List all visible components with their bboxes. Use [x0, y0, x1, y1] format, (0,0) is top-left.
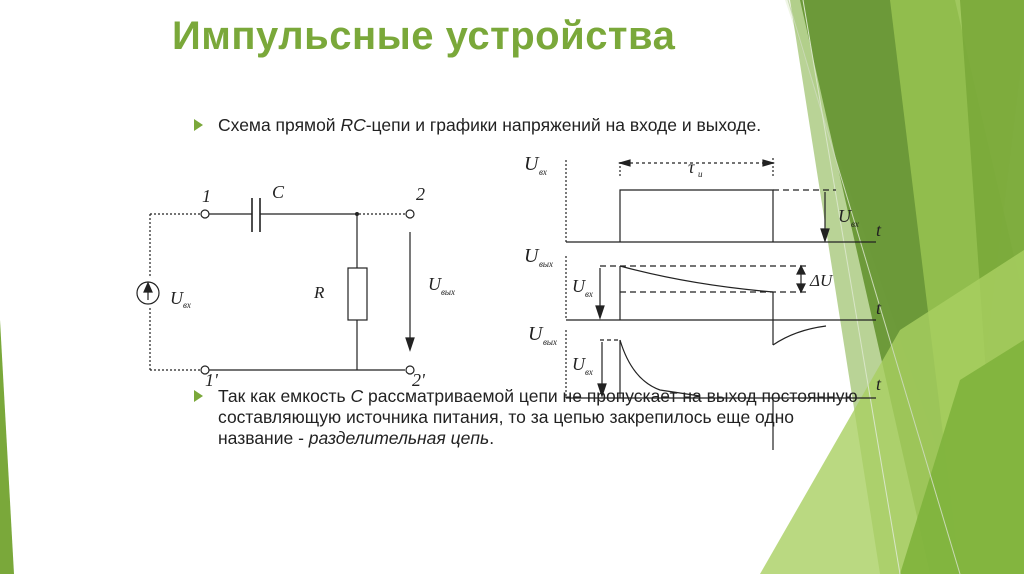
resistor-label: R: [314, 283, 325, 302]
bullet-text-term: разделительная цепь: [308, 428, 490, 448]
graph1-ylabel: U: [524, 153, 539, 175]
graph3-amplitude-label: U: [572, 354, 585, 374]
bullet-text-part: рассматриваемой цепи не пропускает на выход постоянную составляющую источника питания, то за цепью закрепилось еще одно название -: [218, 386, 858, 448]
bullet-text-part: -цепи и графики напряжений на входе и выходе.: [365, 115, 762, 135]
graph3-ylabel: U: [528, 323, 543, 345]
bullet-text-part: Схема прямой: [218, 115, 341, 135]
graph3-amplitude-sub: вх: [585, 367, 593, 377]
time-axis-label-3: t: [876, 374, 882, 394]
output-voltage-sub: вых: [441, 287, 455, 297]
node-1-bottom-label: 1': [205, 370, 218, 390]
bullet-separating-circuit: [218, 386, 858, 449]
graph2-ylabel: U: [524, 245, 539, 267]
graph2-amplitude-label: U: [572, 276, 585, 296]
graph1-amplitude-label: U: [838, 206, 851, 226]
time-axis-label-1: t: [876, 220, 882, 240]
graph2-amplitude-sub: вх: [585, 289, 593, 299]
node-1-top-label: 1: [202, 186, 211, 206]
time-axis-label-2: t: [876, 298, 882, 318]
circuit-schematic: [137, 198, 414, 374]
graph2-ylabel-sub: вых: [539, 259, 553, 269]
input-voltage-sub: вх: [183, 300, 191, 310]
bullet-text-capacitance: С: [350, 386, 364, 406]
slide-title: Импульсные устройства: [172, 14, 676, 58]
capacitor-label: C: [272, 182, 285, 202]
bullet-text-part: Так как емкость: [218, 386, 351, 406]
delta-u-label: ΔU: [810, 271, 833, 290]
graph3-ylabel-sub: вых: [543, 337, 557, 347]
bullet-arrow-icon: [194, 390, 203, 402]
input-voltage-label: U: [170, 288, 183, 308]
node-2-top-label: 2: [416, 184, 425, 204]
bullet-text-rc: RC: [340, 115, 366, 135]
bullet-text-part: .: [489, 428, 495, 448]
graph1-amplitude-sub: вх: [851, 219, 859, 229]
output-voltage-label: U: [428, 274, 441, 294]
graph1-ylabel-sub: вх: [539, 167, 547, 177]
pulse-width-sub: и: [698, 169, 703, 179]
node-2-bottom-label: 2': [412, 370, 425, 390]
pulse-width-label: τ: [688, 157, 695, 177]
